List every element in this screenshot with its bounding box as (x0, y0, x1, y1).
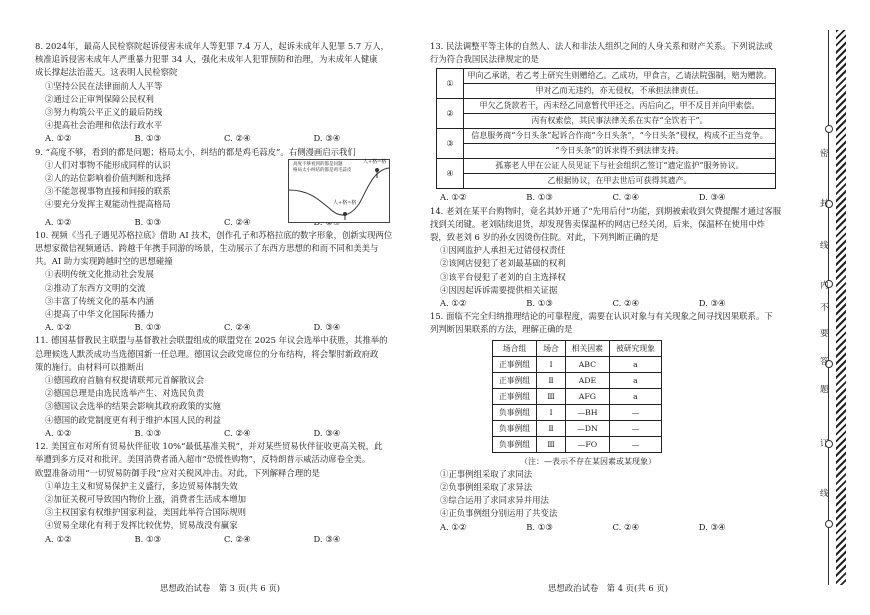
table-cell: —BH (565, 404, 609, 420)
seal-char: 订 (820, 439, 829, 449)
table-cell: 甲向乙承诺，若乙考上研究生则赠给乙。乙成功，甲食言，乙请法院强制，赔为赠款。 (464, 69, 776, 84)
question-11 (35, 334, 403, 440)
answer-a[interactable]: A. ①② (45, 427, 72, 438)
table-cell: ABC (565, 356, 609, 372)
question-9 (35, 146, 403, 229)
table-row (437, 159, 776, 174)
row-number: ② (437, 99, 464, 129)
left-column (35, 40, 403, 546)
row-number: ① (437, 69, 464, 99)
q10-option: ②推动了东西方文明的交流 (45, 282, 146, 293)
table-cell: —FO (565, 436, 609, 452)
table-cell: Ⅰ (537, 356, 566, 372)
answer-c[interactable]: C. ②④ (224, 133, 251, 144)
answer-c[interactable]: C. ②④ (224, 322, 251, 333)
table-row (437, 114, 776, 129)
q14-answers (430, 297, 785, 310)
table-row (493, 404, 662, 420)
q12-option: ①单边主义和贸易保护主义盛行，多边贸易体制失效 (45, 480, 238, 491)
answer-b[interactable]: B. ①③ (134, 533, 161, 544)
answer-a[interactable]: A. ①② (440, 521, 467, 532)
q12-stem-3: 欧盟准备动用“一切贸易防御手段”应对关税风冲击。对此，下列解释合理的是 (35, 467, 320, 478)
q10-option: ④提高了中华文化国际传播力 (45, 309, 154, 320)
table-row (493, 372, 662, 388)
seal-char: 线 (820, 241, 829, 251)
table-row (437, 174, 776, 189)
q10-stem-2: 思想家微信视频通话、跨越千年携手同游的场景，生动展示了东西方思想的和而不同和美美与 (35, 243, 379, 254)
answer-b[interactable]: B. ①③ (526, 298, 553, 309)
q9-option: ②人的站位影响着价值判断和选择 (45, 173, 171, 184)
table-cell: — (609, 436, 661, 452)
q13-stem-2: 行为符合我国民法律规定的是 (430, 54, 539, 65)
q15-option: ①正事例组采取了求同法 (440, 468, 533, 479)
seal-char: 封 (820, 199, 829, 209)
q15-answers (430, 521, 785, 534)
right-column (430, 40, 785, 534)
q8-option: ③努力构筑公平正义的最后防线 (45, 107, 163, 118)
seal-char: 密 (820, 149, 829, 159)
table-cell: 丙有权索偿，其民事法律关系在实存“全饮若干”。 (464, 114, 776, 129)
q11-stem-3: 策的施行。由材料可以推断出 (35, 361, 144, 372)
table-cell: a (609, 388, 661, 404)
table-cell: Ⅰ (537, 404, 566, 420)
q9-option: ①人们对事物不能形成同样的认识 (45, 159, 171, 170)
answer-a[interactable]: A. ①② (45, 133, 72, 144)
q8-stem-3: 成长撑起法治蓝天。这表明人民检察院 (35, 67, 178, 78)
q10-option: ①表明传统文化推动社会发展 (45, 269, 154, 280)
column-header: 场合组 (493, 340, 537, 356)
q10-stem-3: 共。AI 助力实现跨越时空的思想碰撞 (35, 256, 173, 267)
q8-option: ④提高社会治理和依法行政水平 (45, 120, 163, 131)
q13-table (436, 68, 776, 189)
table-row (493, 356, 662, 372)
cartoon-top-label: 人+格=格 (363, 158, 387, 165)
q14-option: ③该平台侵犯了老刘的自主选择权 (440, 271, 566, 282)
q12-stem-1: 12. 美国宣布对所有贸易伙伴征收 10%“最低基准关税”，并对某些贸易伙伴征收更高关税，此 (35, 441, 383, 452)
table-cell: 甲对乙而无违约，亦无侵权，不承担法律责任。 (464, 84, 776, 99)
table-cell: 孤寡老人甲在公证人员见证下与社会组织乙签订“遗定监护”服务协议。 (464, 159, 776, 174)
q11-option: ③德国议会选举的结果会影响其政府政策的实施 (45, 401, 221, 412)
answer-a[interactable]: A. ①② (45, 533, 72, 544)
q14-option: ④因因起诉诉需要提供相关证据 (440, 284, 558, 295)
table-cell: 负事例组 (493, 436, 537, 452)
answer-d[interactable]: D. ③④ (698, 298, 726, 309)
q11-option: ④德国的政党制度更有利于维护本国人民的利益 (45, 414, 221, 425)
q15-table-note: （注：—表示不存在某因素或某现象） (520, 456, 656, 466)
table-row (437, 69, 776, 84)
row-number: ④ (437, 159, 464, 189)
q12-option: ④贸易全球化有利于发挥比较优势，贸易战没有赢家 (45, 520, 238, 531)
answer-a[interactable]: A. ①② (45, 216, 72, 227)
q12-stem-2: 举遭到多方反对和批评。美国消费者涌入超市“恐慌性购物”，反特朗普示威活动席卷全美。 (35, 454, 371, 465)
row-number: ③ (437, 129, 464, 159)
table-cell: 正事例组 (493, 372, 537, 388)
question-12 (35, 440, 403, 546)
table-cell: 正事例组 (493, 356, 537, 372)
table-cell: a (609, 372, 661, 388)
answer-b[interactable]: B. ①③ (526, 521, 553, 532)
q15-table (492, 340, 662, 453)
q10-answers (35, 321, 403, 334)
table-cell: — (609, 404, 661, 420)
cartoon-bottom-label: 人+格=格 (333, 199, 357, 206)
table-cell: 负事例组 (493, 420, 537, 436)
hole-marker (825, 125, 833, 133)
table-cell: 负事例组 (493, 404, 537, 420)
table-row (437, 129, 776, 144)
answer-c[interactable]: C. ②④ (612, 521, 639, 532)
answer-b[interactable]: B. ①③ (134, 133, 161, 144)
q15-option: ③综合运用了求同求异并用法 (440, 495, 549, 506)
question-8 (35, 40, 403, 146)
q8-option: ②通过公正审判保障公民权利 (45, 93, 154, 104)
answer-b[interactable]: B. ①③ (134, 322, 161, 333)
cartoon-caption-2: 格局太小纠结的都是鸡毛蒜皮 (293, 167, 352, 173)
page-footer-left: 思想政治试卷 第 3 页(共 6 页) (160, 583, 280, 593)
table-cell: — (609, 420, 661, 436)
table-cell: 信息服务商“今日头条”起诉合作商“今日头条”，“今日头条”侵权，构成不正当竞争。 (464, 129, 776, 144)
seal-char: 不 (820, 303, 829, 313)
table-cell: Ⅲ (537, 436, 566, 452)
q12-option: ②加征关税可导致国内物价上涨，消费者生活成本增加 (45, 493, 246, 504)
answer-d[interactable]: D. ③④ (313, 322, 341, 333)
q14-stem-2: 找到关闭键。老刘陆续退货，却发现售卖保温杯的网店已经关闭，后来，保温杯在使用中炸 (430, 218, 765, 229)
q8-answers (35, 132, 403, 145)
q8-option: ①坚持公民在法律面前人人平等 (45, 80, 163, 91)
table-cell: Ⅱ (537, 420, 566, 436)
binding-hatch (836, 30, 846, 585)
q9-option: ③不能忽视事物直接和间接的联系 (45, 186, 171, 197)
question-13 (430, 40, 785, 205)
table-cell: 甲欠乙货款若干，丙未经乙同意暂代甲还之。丙后向乙，甲不反目并向甲索偿。 (464, 99, 776, 114)
q8-stem-2: 核准追诉侵害未成年人严重暴力犯罪 34 人，强化未成年人犯罪预防和治理，为未成年人健康 (35, 54, 378, 65)
table-row (493, 420, 662, 436)
seal-char: 答 (820, 357, 829, 367)
seal-char: 内 (820, 281, 829, 291)
table-row (437, 144, 776, 159)
question-10 (35, 229, 403, 335)
answer-d[interactable]: D. ③④ (313, 427, 341, 438)
column-header: 场合 (537, 340, 566, 356)
cartoon-caption-1: 高度不够看到的都是问题 (293, 161, 343, 167)
q12-option: ③主权国家有权维护国家利益，美国此举符合国际规则 (45, 507, 246, 518)
q15-stem-1: 15. 面临不完全归纳推理结论的可靠程度，需要在认识对象与有关现象之间寻找因果联系。下 (430, 311, 773, 322)
table-cell: a (609, 356, 661, 372)
q9-option: ④要充分发挥主观能动性提高格局 (45, 199, 171, 210)
q9-stem: 9. “高度不够，看到的都是问题；格局太小，纠结的都是鸡毛蒜皮”。右侧漫画启示我们 (35, 146, 356, 157)
table-row (493, 436, 662, 452)
seal-char: 要 (820, 329, 829, 339)
column-header: 被研究现象 (609, 340, 661, 356)
q11-option: ②德国总理是由选民选举产生、对选民负责 (45, 388, 205, 399)
column-header: 相关因素 (565, 340, 609, 356)
table-cell: 正事例组 (493, 388, 537, 404)
q13-answers (430, 191, 785, 204)
q15-option: ②负事例组采取了求异法 (440, 482, 533, 493)
answer-c[interactable]: C. ②④ (224, 427, 251, 438)
answer-b[interactable]: B. ①③ (134, 427, 161, 438)
table-cell: “今日头条”的诉求得不到法律支持。 (464, 144, 776, 159)
cartoon-figure (288, 159, 390, 223)
q13-stem-1: 13. 民法调整平等主体的自然人、法人和非法人组织之间的人身关系和财产关系。下列说法或 (430, 41, 773, 51)
answer-d[interactable]: D. ③④ (313, 133, 341, 144)
q14-stem-1: 14. 老刘在某平台购物时，竟名其妙开通了“先用后付”功能，到期被索收到欠费提醒才通过客服 (430, 205, 782, 216)
answer-c[interactable]: C. ②④ (224, 533, 251, 544)
table-row (437, 99, 776, 114)
answer-d[interactable]: D. ③④ (698, 521, 726, 532)
q11-answers (35, 427, 403, 440)
q14-stem-3: 裂，致老刘 6 岁的孙女因烫伤住院。对此，下列判断正确的是 (430, 232, 659, 243)
answer-d[interactable]: D. ③④ (313, 533, 341, 544)
answer-a[interactable]: A. ①② (45, 322, 72, 333)
table-cell: Ⅲ (537, 388, 566, 404)
table-cell: Ⅱ (537, 372, 566, 388)
table-cell: ADE (565, 372, 609, 388)
answer-a[interactable]: A. ①② (440, 192, 467, 203)
question-15 (430, 310, 785, 534)
answer-d[interactable]: D. ③④ (698, 192, 726, 203)
table-row (493, 388, 662, 404)
seal-char: 题 (820, 385, 829, 395)
q12-answers (35, 533, 403, 546)
page-footer-right: 思想政治试卷 第 4 页(共 6 页) (548, 583, 668, 593)
table-row (437, 84, 776, 99)
answer-c[interactable]: C. ②④ (612, 192, 639, 203)
answer-c[interactable]: C. ②④ (224, 216, 251, 227)
q8-stem-1: 8. 2024年，最高人民检察院起诉侵害未成年人等犯罪 7.4 万人，起诉未成年人犯罪 5.7 万人， (35, 41, 390, 51)
hole-marker (825, 520, 833, 528)
seal-char: 线 (820, 489, 829, 499)
q15-stem-2: 列判断因果联系的方法，理解正确的是 (430, 324, 573, 335)
answer-c[interactable]: C. ②④ (612, 298, 639, 309)
table-cell: AFG (565, 388, 609, 404)
q15-option: ④正负事例组分别运用了共变法 (440, 508, 558, 519)
answer-b[interactable]: B. ①③ (134, 216, 161, 227)
table-header-row (493, 340, 662, 356)
q10-option: ③丰富了传统文化的基本内涵 (45, 295, 154, 306)
question-14 (430, 205, 785, 311)
q10-stem-1: 10. 视频《当孔子遇见苏格拉底》借助 AI 技术，创作孔子和苏格拉底的数字形象，创新实现两位 (35, 229, 393, 240)
q11-stem-1: 11. 德国基督教民主联盟与基督教社会联盟组成的联盟党在 2025 年议会选举中获胜，其推举的 (35, 335, 388, 346)
q11-stem-2: 总理候选人默茨成功当选德国新一任总理。德国议会政党席位的分布结构，将会掣肘新政府政 (35, 348, 379, 359)
binding-margin (808, 30, 842, 585)
table-cell: —DN (565, 420, 609, 436)
q14-option: ①因网监护人承担无过错侵权责任 (440, 245, 566, 256)
answer-a[interactable]: A. ①② (440, 298, 467, 309)
answer-b[interactable]: B. ①③ (526, 192, 553, 203)
q11-option: ①德国政府首脑有权提请联邦元首解散议会 (45, 375, 205, 386)
q14-option: ②该网店侵犯了老刘最基础的权利 (440, 258, 566, 269)
table-cell: 乙根据协议，在甲去世后可获得其遗产。 (464, 174, 776, 189)
